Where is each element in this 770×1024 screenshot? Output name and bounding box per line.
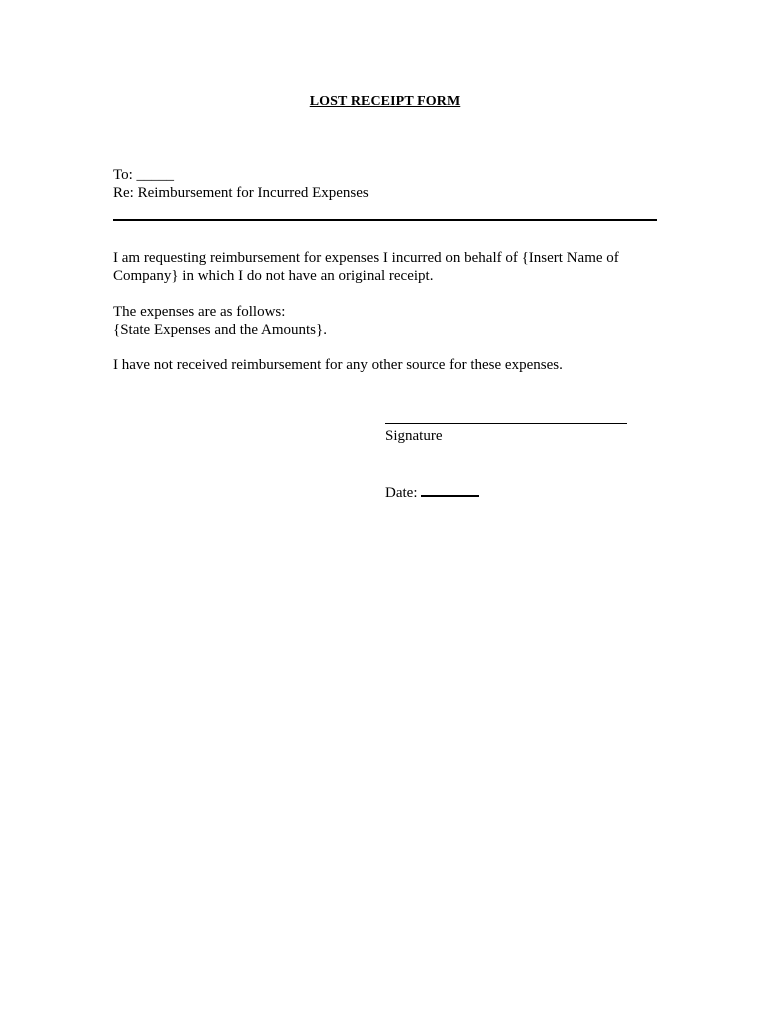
header-divider [113,219,657,221]
date-label: Date: [385,485,418,501]
declaration-paragraph: I have not received reimbursement for any other source for these expenses. [113,357,563,373]
to-label: To: [113,167,133,183]
expenses-intro: The expenses are as follows: [113,304,286,320]
re-line: Re: Reimbursement for Incurred Expenses [113,185,369,201]
date-row [385,481,479,502]
request-paragraph [113,249,643,285]
request-paragraph-line-2: Company} in which I do not have an original receipt. [113,268,434,284]
signature-label: Signature [385,428,443,444]
expenses-placeholder: {State Expenses and the Amounts}. [113,322,327,338]
form-title: LOST RECEIPT FORM [309,94,461,109]
date-blank [421,481,479,497]
expenses-paragraph [113,303,643,339]
to-blank: _____ [136,167,175,183]
to-line [113,166,174,184]
signature-line [385,423,627,424]
request-paragraph-line-1: I am requesting reimbursement for expenses I incurred on behalf of {Insert Name of [113,250,619,266]
